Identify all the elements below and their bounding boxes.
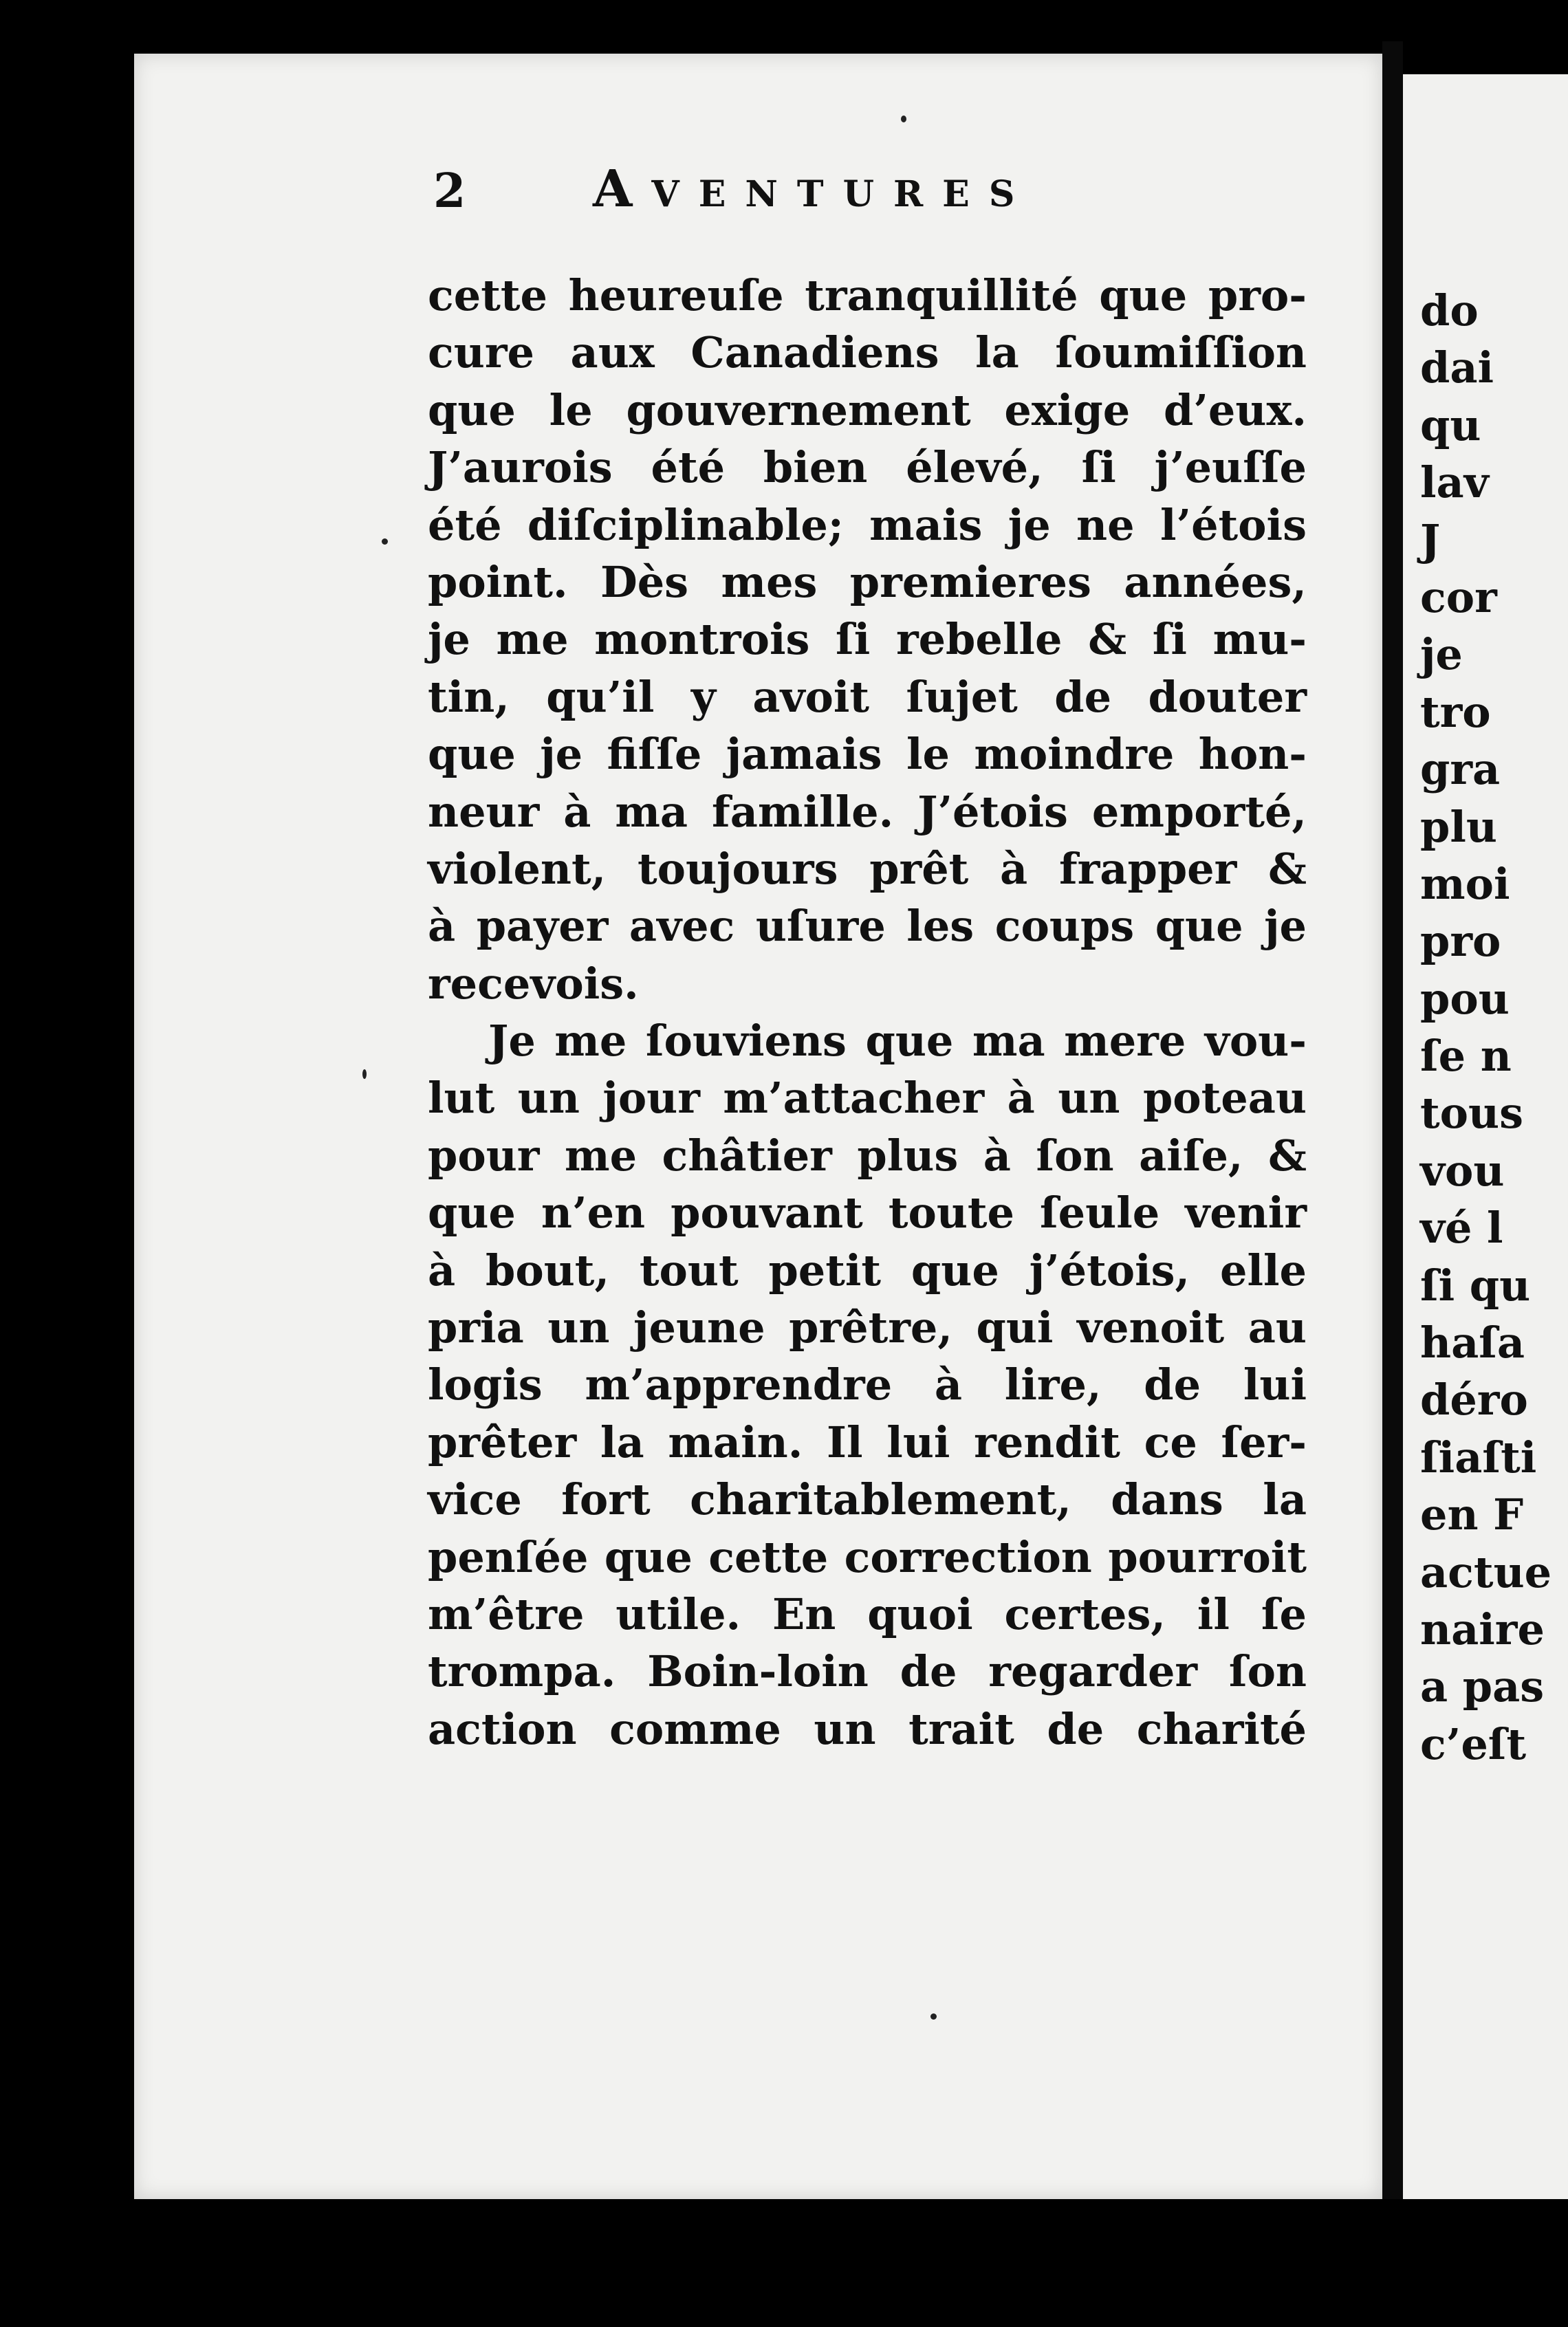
text-line: que le gouvernement exige d’eux. xyxy=(428,384,1307,435)
text-line: logis m’apprendre à lire, de lui xyxy=(428,1359,1307,1410)
scan-speck xyxy=(362,1069,367,1079)
right-page-fragment: ſiaſti xyxy=(1420,1432,1537,1483)
text-line: J’aurois été bien élevé, ſi j’euſſe xyxy=(428,442,1307,493)
text-line: penſée que cette correction pourroit xyxy=(428,1531,1307,1582)
right-page-fragment: ſe n xyxy=(1420,1031,1512,1082)
right-page-fragment: a pas xyxy=(1420,1661,1545,1712)
text-line: été diſciplinable; mais je ne l’étois xyxy=(428,499,1307,550)
text-line: prêter la main. Il lui rendit ce ſer- xyxy=(428,1417,1307,1467)
right-page-fragment: déro xyxy=(1420,1375,1528,1425)
text-line: violent, toujours prêt à frapper & xyxy=(428,843,1307,894)
right-page-fragment: vé l xyxy=(1420,1203,1503,1254)
text-line: trompa. Boin-loin de regarder ſon xyxy=(428,1646,1307,1697)
right-page-fragment: haſa xyxy=(1420,1318,1525,1368)
text-line: m’être utile. En quoi certes, il ſe xyxy=(428,1588,1307,1639)
scan-speck xyxy=(930,2013,937,2020)
text-line: neur à ma famille. J’étois emporté, xyxy=(428,786,1307,837)
text-line: lut un jour m’attacher à un poteau xyxy=(428,1073,1307,1124)
right-page-fragment: cor xyxy=(1420,571,1497,622)
right-page-fragment: moi xyxy=(1420,858,1510,909)
right-page-fragment: plu xyxy=(1420,801,1497,852)
right-page-fragment: actue xyxy=(1420,1547,1552,1597)
text-line: cette heureuſe tranquillité que pro- xyxy=(428,270,1307,320)
text-line: pour me châtier plus à ſon aiſe, & xyxy=(428,1130,1307,1181)
right-page-fragment: je xyxy=(1420,629,1463,680)
right-page-fragment: lav xyxy=(1420,457,1489,508)
text-line: que je fiſſe jamais le moindre hon- xyxy=(428,729,1307,780)
text-line: recevois. xyxy=(428,958,639,1009)
right-page-text xyxy=(1420,282,1551,1773)
right-page-fragment: pou xyxy=(1420,973,1510,1024)
text-line: à bout, tout petit que j’étois, elle xyxy=(428,1245,1307,1296)
running-title: Aventures xyxy=(593,160,1034,219)
scan-border xyxy=(0,2199,1534,2327)
right-page-fragment: do xyxy=(1420,285,1479,336)
right-page-fragment: dai xyxy=(1420,342,1494,393)
right-page-fragment: ſi qu xyxy=(1420,1260,1531,1311)
text-line: tin, qu’il y avoit ſujet de douter xyxy=(428,671,1307,722)
right-page-fragment: tous xyxy=(1420,1088,1523,1139)
right-page-fragment: qu xyxy=(1420,400,1481,450)
right-page-fragment: gra xyxy=(1420,744,1501,795)
left-page-text xyxy=(428,267,1307,1758)
right-page-fragment: naire xyxy=(1420,1604,1545,1654)
text-line: vice fort charitablement, dans la xyxy=(428,1474,1307,1525)
right-page-fragment: vou xyxy=(1420,1145,1505,1196)
text-line: pria un jeune prêtre, qui venoit au xyxy=(428,1302,1307,1353)
right-page-fragment: pro xyxy=(1420,916,1501,967)
text-line: action comme un trait de charité xyxy=(428,1703,1307,1754)
page-number: 2 xyxy=(433,164,466,219)
text-line: que n’en pouvant toute ſeule venir xyxy=(428,1188,1307,1238)
right-page-fragment: c’eſt xyxy=(1420,1718,1527,1769)
text-line: je me montrois ſi rebelle & ſi mu- xyxy=(428,614,1307,665)
text-line: Je me ſouviens que ma mere vou- xyxy=(488,1016,1307,1067)
right-page-fragment: en F xyxy=(1420,1489,1524,1540)
page-header xyxy=(433,157,1314,232)
scan-speck xyxy=(382,538,388,545)
page-gutter xyxy=(1382,41,1403,2214)
scan-speck xyxy=(901,116,906,122)
text-line: point. Dès mes premieres années, xyxy=(428,556,1307,607)
text-line: à payer avec uſure les coups que je xyxy=(428,901,1307,952)
right-page-fragment: tro xyxy=(1420,686,1491,737)
text-line: cure aux Canadiens la ſoumiſſion xyxy=(428,327,1307,378)
right-page-fragment: J xyxy=(1420,514,1441,565)
